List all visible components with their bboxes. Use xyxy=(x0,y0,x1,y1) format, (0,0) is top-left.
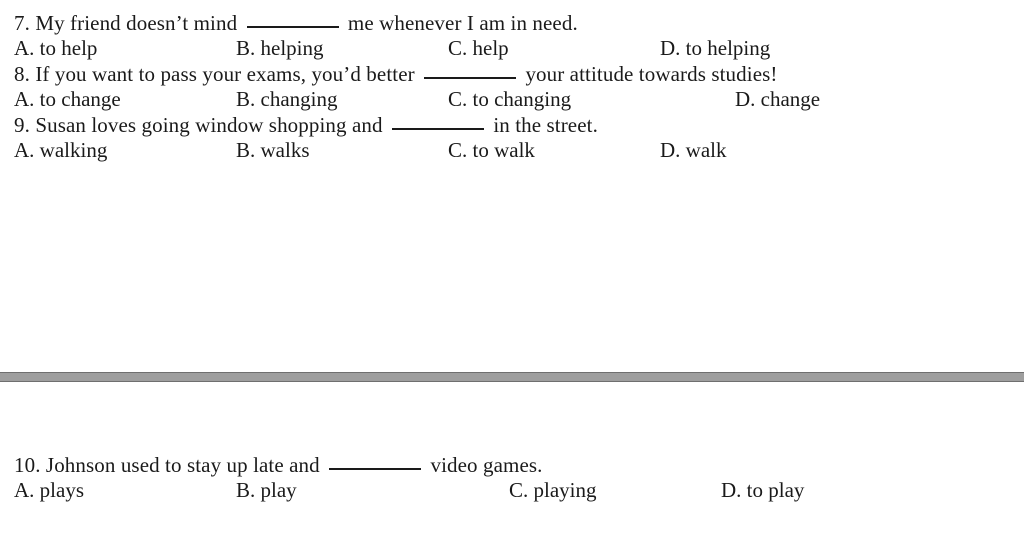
question-9-number: 9. xyxy=(14,113,30,137)
question-7-options xyxy=(14,38,1010,59)
question-8-option-b[interactable]: B. changing xyxy=(236,87,338,111)
question-10 xyxy=(14,454,1010,501)
question-9-option-d[interactable]: D. walk xyxy=(660,138,727,162)
page-section-bottom xyxy=(0,382,1024,501)
question-10-number: 10. xyxy=(14,453,41,477)
question-8-text-after: your attitude towards studies! xyxy=(525,62,778,86)
question-8-option-d[interactable]: D. change xyxy=(735,87,821,111)
question-10-options xyxy=(14,480,1010,501)
question-10-blank xyxy=(329,454,421,470)
question-7-option-b[interactable]: B. helping xyxy=(236,36,324,60)
question-10-option-c[interactable]: C. playing xyxy=(509,478,597,502)
question-9-blank xyxy=(392,114,484,130)
question-7-number: 7. xyxy=(14,11,30,35)
question-8-stem xyxy=(14,63,1010,85)
page-break-divider xyxy=(0,372,1024,382)
question-10-text-before: Johnson used to stay up late and xyxy=(45,453,320,477)
question-8-option-a[interactable]: A. to change xyxy=(14,87,121,111)
question-9-stem xyxy=(14,114,1010,136)
question-10-option-b[interactable]: B. play xyxy=(236,478,297,502)
question-9-text-before: Susan loves going window shopping and xyxy=(35,113,383,137)
question-7 xyxy=(14,12,1010,59)
question-8-text-before: If you want to pass your exams, you’d better xyxy=(35,62,415,86)
question-7-option-d[interactable]: D. to helping xyxy=(660,36,771,60)
question-9-option-c[interactable]: C. to walk xyxy=(448,138,535,162)
question-9-options xyxy=(14,140,1010,161)
blank-space xyxy=(14,165,1010,283)
question-7-option-a[interactable]: A. to help xyxy=(14,36,98,60)
question-8-options xyxy=(14,89,1010,110)
question-10-option-d[interactable]: D. to play xyxy=(721,478,805,502)
question-8-number: 8. xyxy=(14,62,30,86)
question-8 xyxy=(14,63,1010,110)
question-10-text-after: video games. xyxy=(430,453,543,477)
question-10-option-a[interactable]: A. plays xyxy=(14,478,84,502)
question-8-blank xyxy=(424,63,516,79)
question-7-blank xyxy=(247,12,339,28)
question-7-stem xyxy=(14,12,1010,34)
question-9-option-b[interactable]: B. walks xyxy=(236,138,310,162)
question-7-text-after: me whenever I am in need. xyxy=(347,11,578,35)
question-9-text-after: in the street. xyxy=(493,113,598,137)
question-7-option-c[interactable]: C. help xyxy=(448,36,509,60)
question-8-option-c[interactable]: C. to changing xyxy=(448,87,572,111)
question-10-stem xyxy=(14,454,1010,476)
question-7-text-before: My friend doesn’t mind xyxy=(35,11,238,35)
question-9-option-a[interactable]: A. walking xyxy=(14,138,108,162)
question-9 xyxy=(14,114,1010,161)
